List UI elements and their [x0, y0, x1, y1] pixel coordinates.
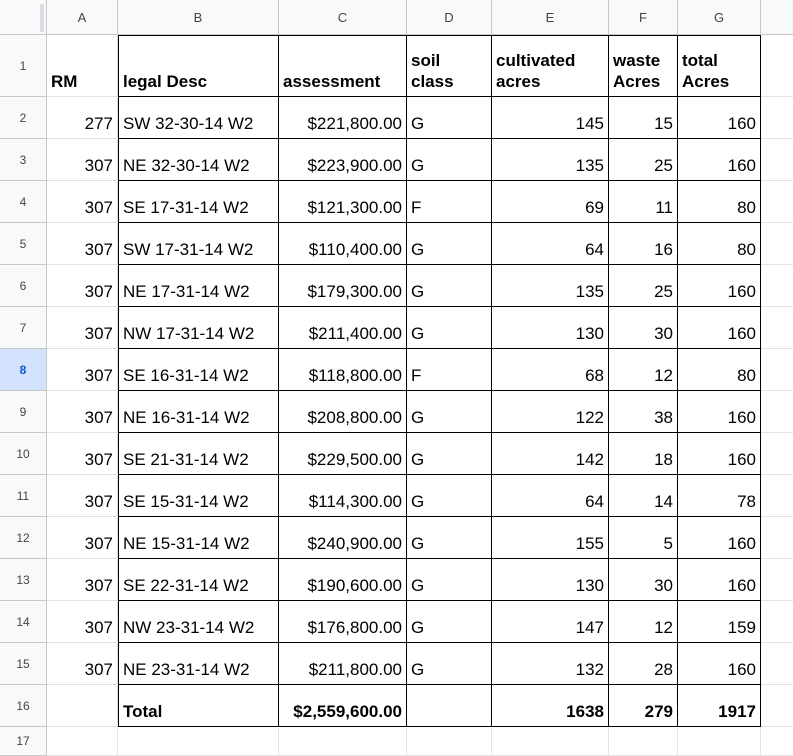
cell-d3[interactable]: G	[407, 139, 492, 181]
cell-g6[interactable]: 160	[678, 265, 761, 307]
cell-a12[interactable]: 307	[47, 517, 118, 559]
cell-c11[interactable]: $114,300.00	[279, 475, 407, 517]
cell-f16[interactable]: 279	[609, 685, 678, 727]
cell-e11[interactable]: 64	[492, 475, 609, 517]
cell-d4[interactable]: F	[407, 181, 492, 223]
cell-b7[interactable]: NW 17-31-14 W2	[118, 307, 279, 349]
cell-d7[interactable]: G	[407, 307, 492, 349]
cell-e15[interactable]: 132	[492, 643, 609, 685]
cell-b3[interactable]: NE 32-30-14 W2	[118, 139, 279, 181]
column-header-g[interactable]: G	[678, 0, 761, 35]
cell-a2[interactable]: 277	[47, 97, 118, 139]
row-header-11[interactable]: 11	[0, 475, 47, 517]
cell-b13[interactable]: SE 22-31-14 W2	[118, 559, 279, 601]
cell-b12[interactable]: NE 15-31-14 W2	[118, 517, 279, 559]
cell-f8[interactable]: 12	[609, 349, 678, 391]
cell-e14[interactable]: 147	[492, 601, 609, 643]
cell-b9[interactable]: NE 16-31-14 W2	[118, 391, 279, 433]
cell-d12[interactable]: G	[407, 517, 492, 559]
cell-e8[interactable]: 68	[492, 349, 609, 391]
cell-g9[interactable]: 160	[678, 391, 761, 433]
cell-e16[interactable]: 1638	[492, 685, 609, 727]
row-header-16[interactable]: 16	[0, 685, 47, 727]
cell-filler	[761, 475, 793, 517]
cell-e12[interactable]: 155	[492, 517, 609, 559]
cell-g8[interactable]: 80	[678, 349, 761, 391]
cell-f7[interactable]: 30	[609, 307, 678, 349]
cell-c15[interactable]: $211,800.00	[279, 643, 407, 685]
column-header-c[interactable]: C	[279, 0, 407, 35]
row-header-1[interactable]: 1	[0, 35, 47, 97]
cell-filler	[761, 643, 793, 685]
cell-filler	[761, 265, 793, 307]
cell-filler	[761, 517, 793, 559]
cell-g14[interactable]: 159	[678, 601, 761, 643]
cell-g16[interactable]: 1917	[678, 685, 761, 727]
row-header-8[interactable]: 8	[0, 349, 47, 391]
row-header-17[interactable]: 17	[0, 727, 47, 756]
cell-e3[interactable]: 135	[492, 139, 609, 181]
cell-d17[interactable]	[407, 727, 492, 756]
cell-filler	[761, 35, 793, 97]
cell-c2[interactable]: $221,800.00	[279, 97, 407, 139]
row-header-7[interactable]: 7	[0, 307, 47, 349]
row-header-13[interactable]: 13	[0, 559, 47, 601]
corner-marker	[40, 4, 44, 32]
cell-d10[interactable]: G	[407, 433, 492, 475]
cell-d9[interactable]: G	[407, 391, 492, 433]
cell-b15[interactable]: NE 23-31-14 W2	[118, 643, 279, 685]
cell-g5[interactable]: 80	[678, 223, 761, 265]
cell-c12[interactable]: $240,900.00	[279, 517, 407, 559]
row-header-5[interactable]: 5	[0, 223, 47, 265]
cell-f13[interactable]: 30	[609, 559, 678, 601]
cell-d1[interactable]: soil class	[407, 35, 492, 97]
cell-d13[interactable]: G	[407, 559, 492, 601]
row-header-15[interactable]: 15	[0, 643, 47, 685]
cell-g3[interactable]: 160	[678, 139, 761, 181]
cell-f9[interactable]: 38	[609, 391, 678, 433]
cell-a7[interactable]: 307	[47, 307, 118, 349]
column-header-d[interactable]: D	[407, 0, 492, 35]
row-header-4[interactable]: 4	[0, 181, 47, 223]
cell-filler	[761, 559, 793, 601]
cell-g15[interactable]: 160	[678, 643, 761, 685]
cell-f6[interactable]: 25	[609, 265, 678, 307]
cell-e7[interactable]: 130	[492, 307, 609, 349]
cell-c16[interactable]: $2,559,600.00	[279, 685, 407, 727]
cell-a5[interactable]: 307	[47, 223, 118, 265]
cell-e13[interactable]: 130	[492, 559, 609, 601]
cell-filler	[761, 601, 793, 643]
cell-filler	[761, 139, 793, 181]
cell-filler	[761, 97, 793, 139]
cell-e5[interactable]: 64	[492, 223, 609, 265]
cell-a8[interactable]: 307	[47, 349, 118, 391]
cell-d2[interactable]: G	[407, 97, 492, 139]
cell-f14[interactable]: 12	[609, 601, 678, 643]
cell-f11[interactable]: 14	[609, 475, 678, 517]
row-header-12[interactable]: 12	[0, 517, 47, 559]
cell-filler	[761, 433, 793, 475]
cell-d14[interactable]: G	[407, 601, 492, 643]
cell-b1[interactable]: legal Desc	[118, 35, 279, 97]
cell-a16[interactable]	[47, 685, 118, 727]
cell-b14[interactable]: NW 23-31-14 W2	[118, 601, 279, 643]
row-header-6[interactable]: 6	[0, 265, 47, 307]
cell-c6[interactable]: $179,300.00	[279, 265, 407, 307]
cell-c9[interactable]: $208,800.00	[279, 391, 407, 433]
cell-a13[interactable]: 307	[47, 559, 118, 601]
cell-e6[interactable]: 135	[492, 265, 609, 307]
cell-e1[interactable]: cultivated acres	[492, 35, 609, 97]
cell-c7[interactable]: $211,400.00	[279, 307, 407, 349]
cell-g11[interactable]: 78	[678, 475, 761, 517]
cell-b10[interactable]: SE 21-31-14 W2	[118, 433, 279, 475]
column-header-b[interactable]: B	[118, 0, 279, 35]
cell-g12[interactable]: 160	[678, 517, 761, 559]
cell-g1[interactable]: total Acres	[678, 35, 761, 97]
cell-c8[interactable]: $118,800.00	[279, 349, 407, 391]
cell-a15[interactable]: 307	[47, 643, 118, 685]
cell-g13[interactable]: 160	[678, 559, 761, 601]
cell-c5[interactable]: $110,400.00	[279, 223, 407, 265]
cell-filler	[761, 223, 793, 265]
cell-b4[interactable]: SE 17-31-14 W2	[118, 181, 279, 223]
cell-d8[interactable]: F	[407, 349, 492, 391]
cell-g7[interactable]: 160	[678, 307, 761, 349]
cell-e9[interactable]: 122	[492, 391, 609, 433]
cell-b6[interactable]: NE 17-31-14 W2	[118, 265, 279, 307]
cell-g4[interactable]: 80	[678, 181, 761, 223]
cell-e2[interactable]: 145	[492, 97, 609, 139]
cell-filler	[761, 349, 793, 391]
cell-b17[interactable]	[118, 727, 279, 756]
cell-e10[interactable]: 142	[492, 433, 609, 475]
row-header-10[interactable]: 10	[0, 433, 47, 475]
cell-f10[interactable]: 18	[609, 433, 678, 475]
cell-f2[interactable]: 15	[609, 97, 678, 139]
cell-b2[interactable]: SW 32-30-14 W2	[118, 97, 279, 139]
select-all-corner[interactable]	[0, 0, 47, 35]
row-header-9[interactable]: 9	[0, 391, 47, 433]
cell-g17[interactable]	[678, 727, 761, 756]
cell-a9[interactable]: 307	[47, 391, 118, 433]
cell-c13[interactable]: $190,600.00	[279, 559, 407, 601]
cell-a1[interactable]: RM	[47, 35, 118, 97]
cell-e4[interactable]: 69	[492, 181, 609, 223]
cell-c10[interactable]: $229,500.00	[279, 433, 407, 475]
cell-filler	[761, 391, 793, 433]
cell-f12[interactable]: 5	[609, 517, 678, 559]
cell-c3[interactable]: $223,900.00	[279, 139, 407, 181]
cell-f15[interactable]: 28	[609, 643, 678, 685]
cell-f4[interactable]: 11	[609, 181, 678, 223]
column-header-e[interactable]: E	[492, 0, 609, 35]
cell-d16[interactable]	[407, 685, 492, 727]
cell-filler	[761, 181, 793, 223]
cell-c4[interactable]: $121,300.00	[279, 181, 407, 223]
cell-filler	[761, 727, 793, 756]
cell-e17[interactable]	[492, 727, 609, 756]
row-header-2[interactable]: 2	[0, 97, 47, 139]
cell-f1[interactable]: waste Acres	[609, 35, 678, 97]
cell-f3[interactable]: 25	[609, 139, 678, 181]
cell-g10[interactable]: 160	[678, 433, 761, 475]
cell-c1[interactable]: assessment	[279, 35, 407, 97]
cell-a17[interactable]	[47, 727, 118, 756]
cell-a4[interactable]: 307	[47, 181, 118, 223]
cell-filler	[761, 307, 793, 349]
row-header-3[interactable]: 3	[0, 139, 47, 181]
cell-c14[interactable]: $176,800.00	[279, 601, 407, 643]
cell-a6[interactable]: 307	[47, 265, 118, 307]
cell-d11[interactable]: G	[407, 475, 492, 517]
cell-f17[interactable]	[609, 727, 678, 756]
cell-a10[interactable]: 307	[47, 433, 118, 475]
column-header-a[interactable]: A	[47, 0, 118, 35]
cell-d6[interactable]: G	[407, 265, 492, 307]
column-header-f[interactable]: F	[609, 0, 678, 35]
cell-d15[interactable]: G	[407, 643, 492, 685]
cell-c17[interactable]	[279, 727, 407, 756]
cell-a3[interactable]: 307	[47, 139, 118, 181]
cell-f5[interactable]: 16	[609, 223, 678, 265]
cell-a11[interactable]: 307	[47, 475, 118, 517]
row-header-14[interactable]: 14	[0, 601, 47, 643]
cell-b11[interactable]: SE 15-31-14 W2	[118, 475, 279, 517]
cell-d5[interactable]: G	[407, 223, 492, 265]
cell-filler	[761, 685, 793, 727]
cell-b8[interactable]: SE 16-31-14 W2	[118, 349, 279, 391]
cell-g2[interactable]: 160	[678, 97, 761, 139]
cell-b16[interactable]: Total	[118, 685, 279, 727]
cell-a14[interactable]: 307	[47, 601, 118, 643]
cell-b5[interactable]: SW 17-31-14 W2	[118, 223, 279, 265]
column-header-filler	[761, 0, 793, 35]
